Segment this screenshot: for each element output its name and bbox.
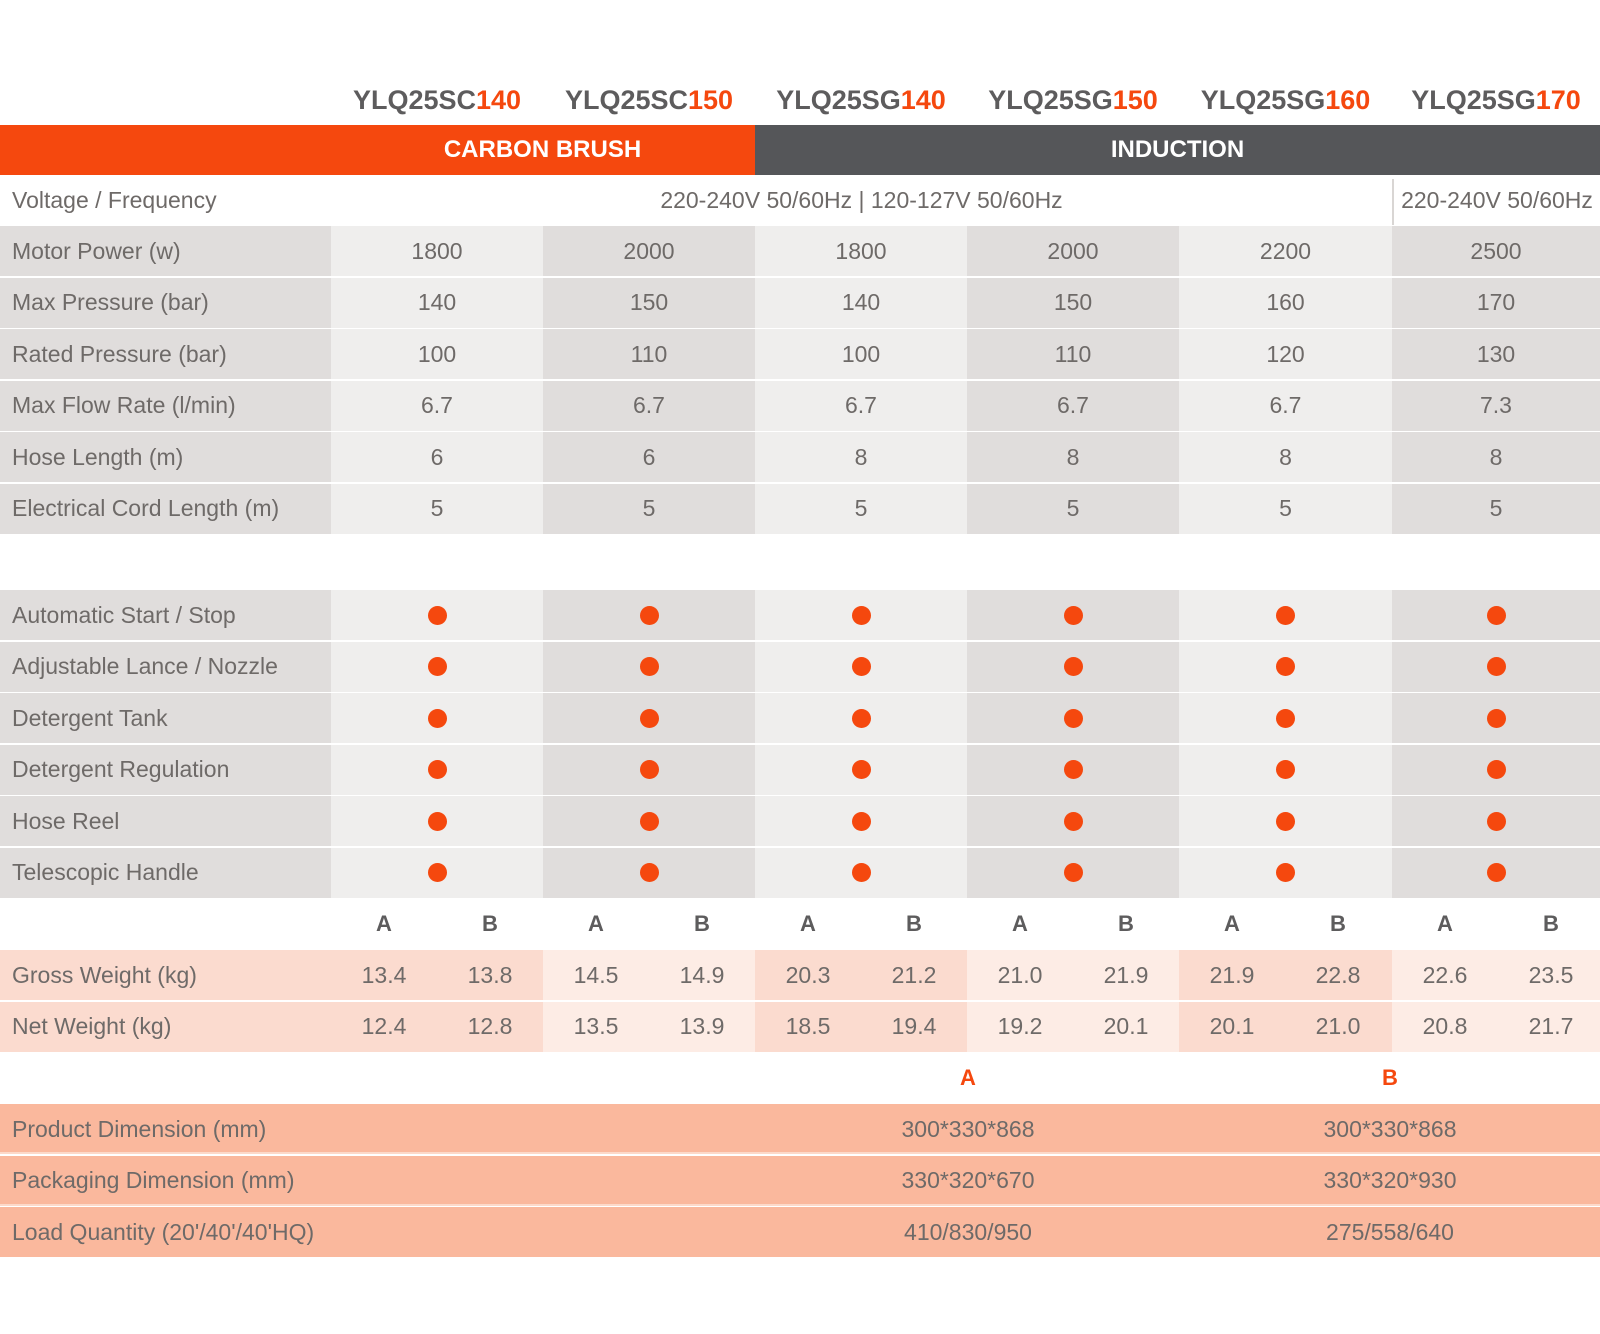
spec-value: 140 [331,278,543,328]
included-dot-icon [640,812,659,831]
feature-cell [1392,848,1600,898]
spec-value: 5 [331,484,543,534]
feature-row [0,745,1600,795]
voltage-label: Voltage / Frequency [12,186,217,213]
included-dot-icon [1276,863,1295,882]
group-header-bar [0,125,1600,175]
feature-cell [1179,848,1392,898]
included-dot-icon [1487,709,1506,728]
weight-value: 21.9 [1209,961,1255,988]
feature-label: Detergent Tank [0,693,331,743]
included-dot-icon [852,812,871,831]
included-dot-icon [428,863,447,882]
spec-value: 5 [1392,484,1600,534]
spec-value: 140 [755,278,967,328]
model-suffix: 150 [1112,84,1158,115]
model-prefix: YLQ25SG [988,84,1113,115]
feature-cell [1179,693,1392,743]
spec-label: Max Flow Rate (l/min) [0,381,331,431]
feature-cell [543,642,755,692]
included-dot-icon [1276,812,1295,831]
included-dot-icon [1487,657,1506,676]
dimension-value-a: 330*320*670 [901,1167,1035,1193]
spec-value: 7.3 [1392,381,1600,431]
variant-label-a: A [1012,911,1028,936]
model-prefix: YLQ25SC [352,84,476,115]
feature-cell [543,693,755,743]
variant-label-b: B [1330,911,1346,936]
spec-value: 6.7 [1179,381,1392,431]
model-suffix: 150 [687,84,734,115]
weight-value: 19.4 [891,1013,937,1039]
feature-label: Automatic Start / Stop [0,590,331,640]
weight-value: 20.1 [1103,1013,1149,1039]
induction-header [755,125,1600,175]
included-dot-icon [1487,863,1506,882]
variant-label-b: B [482,911,498,936]
feature-cell [331,796,543,846]
feature-cell [967,848,1179,898]
feature-row [0,796,1600,846]
spec-label: Max Pressure (bar) [0,278,331,328]
weight-value: 20.8 [1422,1013,1468,1039]
included-dot-icon [1276,606,1295,625]
feature-cell [331,642,543,692]
spec-row [0,329,1600,379]
weight-value: 13.9 [679,1013,725,1039]
dimension-row [0,1156,1600,1206]
feature-cell [755,796,967,846]
feature-cell [755,848,967,898]
dimension-divider [0,1152,1600,1154]
included-dot-icon [428,657,447,676]
included-dot-icon [640,863,659,882]
model-name-5 [1181,80,1391,120]
variant-label-b: B [906,911,922,936]
weight-value: 13.8 [467,961,513,988]
spec-value: 8 [1392,432,1600,482]
weight-value: 22.6 [1422,961,1468,988]
feature-cell [967,590,1179,640]
included-dot-icon [1064,709,1083,728]
weight-value: 22.8 [1315,961,1361,988]
spec-value: 100 [755,329,967,379]
feature-cell [1392,642,1600,692]
spec-value: 110 [543,329,755,379]
included-dot-icon [852,606,871,625]
model-name-6 [1391,80,1600,120]
included-dot-icon [640,657,659,676]
weight-value: 14.9 [679,961,725,988]
spec-label: Hose Length (m) [0,432,331,482]
feature-cell [1392,590,1600,640]
spec-value: 100 [331,329,543,379]
dimension-row [0,1207,1600,1257]
feature-cell [1392,745,1600,795]
weight-value: 14.5 [573,961,619,988]
weight-value: 13.5 [573,1013,619,1039]
variant-label-b: B [1543,911,1559,936]
variant-label-a: A [376,911,392,936]
dimension-label: Product Dimension (mm) [12,1115,267,1142]
feature-cell [967,642,1179,692]
voltage-last: 220-240V 50/60Hz [1401,186,1593,213]
spec-value: 1800 [331,226,543,276]
dimension-value-a: 410/830/950 [904,1218,1032,1245]
spec-value: 120 [1179,329,1392,379]
included-dot-icon [852,760,871,779]
included-dot-icon [1064,812,1083,831]
model-suffix: 140 [900,84,946,115]
feature-cell [1392,796,1600,846]
weight-value: 21.0 [1315,1013,1361,1039]
spec-value: 6.7 [331,381,543,431]
variant-label-b: B [1118,911,1134,936]
feature-cell [967,796,1179,846]
feature-cell [967,745,1179,795]
weight-label: Net Weight (kg) [0,1002,331,1052]
spec-value: 5 [543,484,755,534]
feature-cell [543,745,755,795]
dimension-divider [0,1204,1600,1206]
spec-value: 2000 [543,226,755,276]
weight-value: 21.9 [1103,961,1149,988]
weight-value: 21.0 [997,961,1043,988]
weight-value: 12.4 [361,1013,407,1039]
included-dot-icon [1276,709,1295,728]
spec-value: 6.7 [543,381,755,431]
spec-value: 2000 [967,226,1179,276]
weight-value: 20.3 [785,961,831,988]
voltage-row [0,175,1600,225]
voltage-common: 220-240V 50/60Hz | 120-127V 50/60Hz [660,186,1063,213]
included-dot-icon [1487,812,1506,831]
variant-header-cells [0,899,1600,949]
feature-cell [331,590,543,640]
spec-value: 110 [967,329,1179,379]
feature-label: Detergent Regulation [0,745,331,795]
spec-row [0,432,1600,482]
spec-value: 150 [543,278,755,328]
spec-value: 8 [1179,432,1392,482]
included-dot-icon [428,709,447,728]
model-prefix: YLQ25SG [776,84,901,115]
dimension-value-a: 300*330*868 [901,1115,1035,1142]
included-dot-icon [1487,760,1506,779]
weight-value: 21.7 [1528,1013,1574,1039]
spec-label: Electrical Cord Length (m) [0,484,331,534]
spec-value: 150 [967,278,1179,328]
included-dot-icon [1064,760,1083,779]
included-dot-icon [1064,863,1083,882]
feature-cell [543,796,755,846]
model-prefix: YLQ25SC [564,84,688,115]
spec-row [0,381,1600,431]
spec-value: 5 [967,484,1179,534]
feature-cell [1179,642,1392,692]
variant-label-a: A [1437,911,1453,936]
feature-cell [1179,590,1392,640]
model-name-1 [332,80,542,120]
dimension-header-a: A [960,1065,976,1090]
included-dot-icon [852,709,871,728]
feature-cell [543,848,755,898]
feature-cell [331,693,543,743]
spec-value: 6.7 [967,381,1179,431]
feature-row [0,848,1600,898]
spec-label: Motor Power (w) [0,226,331,276]
feature-cell [967,693,1179,743]
spec-row [0,484,1600,534]
model-prefix: YLQ25SG [1200,84,1326,115]
weight-value: 19.2 [997,1013,1043,1039]
model-suffix: 160 [1325,84,1371,115]
spec-row [0,226,1600,276]
feature-label: Hose Reel [0,796,331,846]
model-prefix: YLQ25SG [1411,84,1536,115]
spec-row [0,278,1600,328]
dimension-header-row [0,1053,1600,1103]
dimension-label: Load Quantity (20'/40'/40'HQ) [12,1218,315,1245]
model-suffix: 170 [1535,84,1581,115]
variant-label-a: A [800,911,816,936]
model-name-3 [756,80,966,120]
weight-value: 23.5 [1528,961,1574,988]
weight-row [0,950,1600,1000]
feature-row [0,693,1600,743]
weight-value: 13.4 [361,961,407,988]
spec-value: 6 [543,432,755,482]
spec-value: 5 [1179,484,1392,534]
included-dot-icon [1487,606,1506,625]
carbon-brush-header [0,125,755,175]
weight-value: 18.5 [785,1013,831,1039]
model-name-4 [968,80,1178,120]
weight-row [0,1002,1600,1052]
included-dot-icon [852,863,871,882]
feature-cell [1392,693,1600,743]
feature-label: Telescopic Handle [0,848,331,898]
included-dot-icon [1276,657,1295,676]
spec-value: 8 [967,432,1179,482]
spec-value: 2200 [1179,226,1392,276]
included-dot-icon [852,657,871,676]
feature-row [0,642,1600,692]
spec-label: Rated Pressure (bar) [0,329,331,379]
variant-label-a: A [1224,911,1240,936]
spec-value: 8 [755,432,967,482]
included-dot-icon [640,760,659,779]
weight-value: 20.1 [1209,1013,1255,1039]
included-dot-icon [428,606,447,625]
included-dot-icon [640,606,659,625]
feature-cell [331,745,543,795]
spec-value: 2500 [1392,226,1600,276]
weight-label: Gross Weight (kg) [0,950,331,1000]
dimension-value-b: 300*330*868 [1323,1115,1457,1142]
spec-value: 1800 [755,226,967,276]
dimension-value-b: 275/558/640 [1326,1218,1454,1245]
model-suffix: 140 [475,84,522,115]
feature-cell [755,590,967,640]
included-dot-icon [1064,657,1083,676]
model-name-2 [544,80,754,120]
variant-label-b: B [694,911,710,936]
feature-cell [543,590,755,640]
included-dot-icon [1276,760,1295,779]
spec-value: 5 [755,484,967,534]
variant-label-a: A [588,911,604,936]
included-dot-icon [428,760,447,779]
weight-value: 12.8 [467,1013,513,1039]
carbon-brush-label: CARBON BRUSH [443,136,642,163]
spec-value: 130 [1392,329,1600,379]
feature-row [0,590,1600,640]
included-dot-icon [1064,606,1083,625]
weight-value: 21.2 [891,961,937,988]
feature-cell [755,693,967,743]
spec-value: 6 [331,432,543,482]
dimension-label: Packaging Dimension (mm) [12,1167,295,1193]
spec-value: 6.7 [755,381,967,431]
included-dot-icon [428,812,447,831]
feature-label: Adjustable Lance / Nozzle [0,642,331,692]
dimension-header-b: B [1382,1065,1398,1090]
feature-cell [331,848,543,898]
spec-value: 160 [1179,278,1392,328]
dimension-row [0,1104,1600,1154]
spec-value: 170 [1392,278,1600,328]
included-dot-icon [640,709,659,728]
dimension-value-b: 330*320*930 [1323,1167,1457,1193]
induction-label: INDUCTION [1110,136,1245,163]
feature-cell [755,745,967,795]
feature-cell [1179,745,1392,795]
feature-cell [755,642,967,692]
feature-cell [1179,796,1392,846]
